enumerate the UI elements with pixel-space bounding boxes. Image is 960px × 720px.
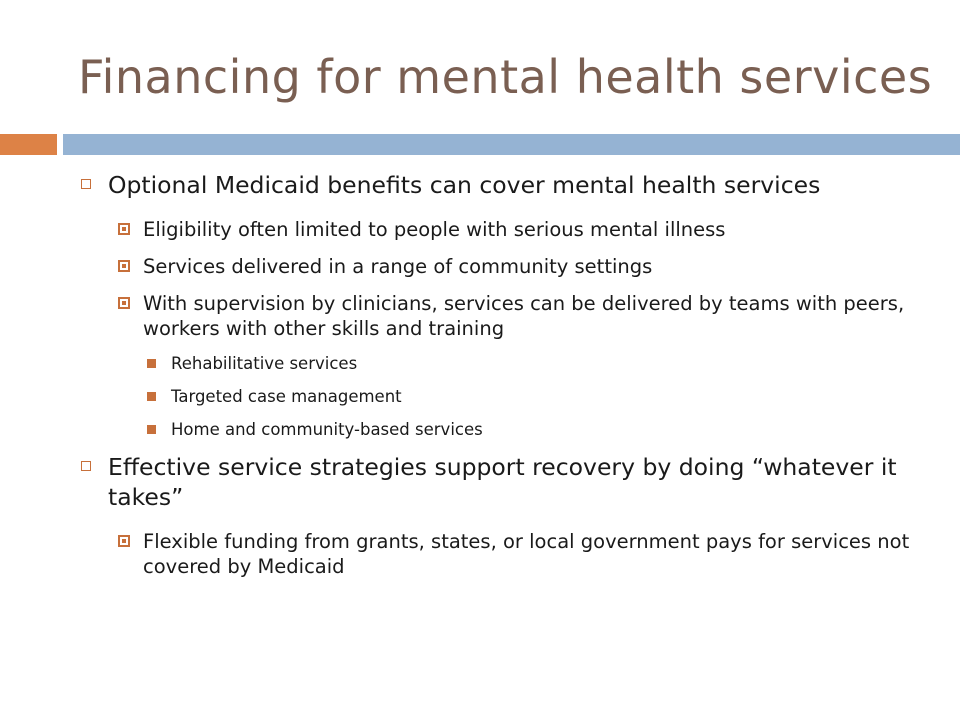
filled-square-bullet-icon xyxy=(147,425,156,434)
bullet-item-level3 xyxy=(78,419,938,440)
square-bullet-icon xyxy=(118,223,130,235)
bullet-text: With supervision by clinicians, services can be delivered by teams with peers, workers with other skills and training xyxy=(143,292,905,340)
bullet-item-level2 xyxy=(78,291,938,341)
bullet-text: Home and community-based services xyxy=(171,420,483,439)
hollow-square-bullet-icon xyxy=(81,461,91,471)
bullet-text: Services delivered in a range of community settings xyxy=(143,255,653,278)
hollow-square-bullet-icon xyxy=(81,179,91,189)
slide-title: Financing for mental health services xyxy=(78,50,933,104)
bullet-item-level2 xyxy=(78,217,938,242)
bullet-list xyxy=(78,170,938,591)
filled-square-bullet-icon xyxy=(147,359,156,368)
accent-bar-orange xyxy=(0,134,57,155)
bullet-text: Effective service strategies support recovery by doing “whatever it takes” xyxy=(108,453,897,511)
square-bullet-icon xyxy=(118,260,130,272)
bullet-item-level2 xyxy=(78,254,938,279)
square-bullet-icon xyxy=(118,535,130,547)
bullet-text: Rehabilitative services xyxy=(171,354,358,373)
bullet-text: Eligibility often limited to people with serious mental illness xyxy=(143,218,726,241)
bullet-item-level3 xyxy=(78,353,938,374)
filled-square-bullet-icon xyxy=(147,392,156,401)
bullet-item-level1 xyxy=(78,170,938,200)
bullet-item-level3 xyxy=(78,386,938,407)
accent-bar-blue xyxy=(63,134,960,155)
bullet-text: Flexible funding from grants, states, or local government pays for services not covered by Medicaid xyxy=(143,530,910,578)
bullet-text: Targeted case management xyxy=(171,387,402,406)
bullet-item-level2 xyxy=(78,529,938,579)
bullet-text: Optional Medicaid benefits can cover mental health services xyxy=(108,171,821,199)
bullet-item-level1 xyxy=(78,452,938,512)
square-bullet-icon xyxy=(118,297,130,309)
